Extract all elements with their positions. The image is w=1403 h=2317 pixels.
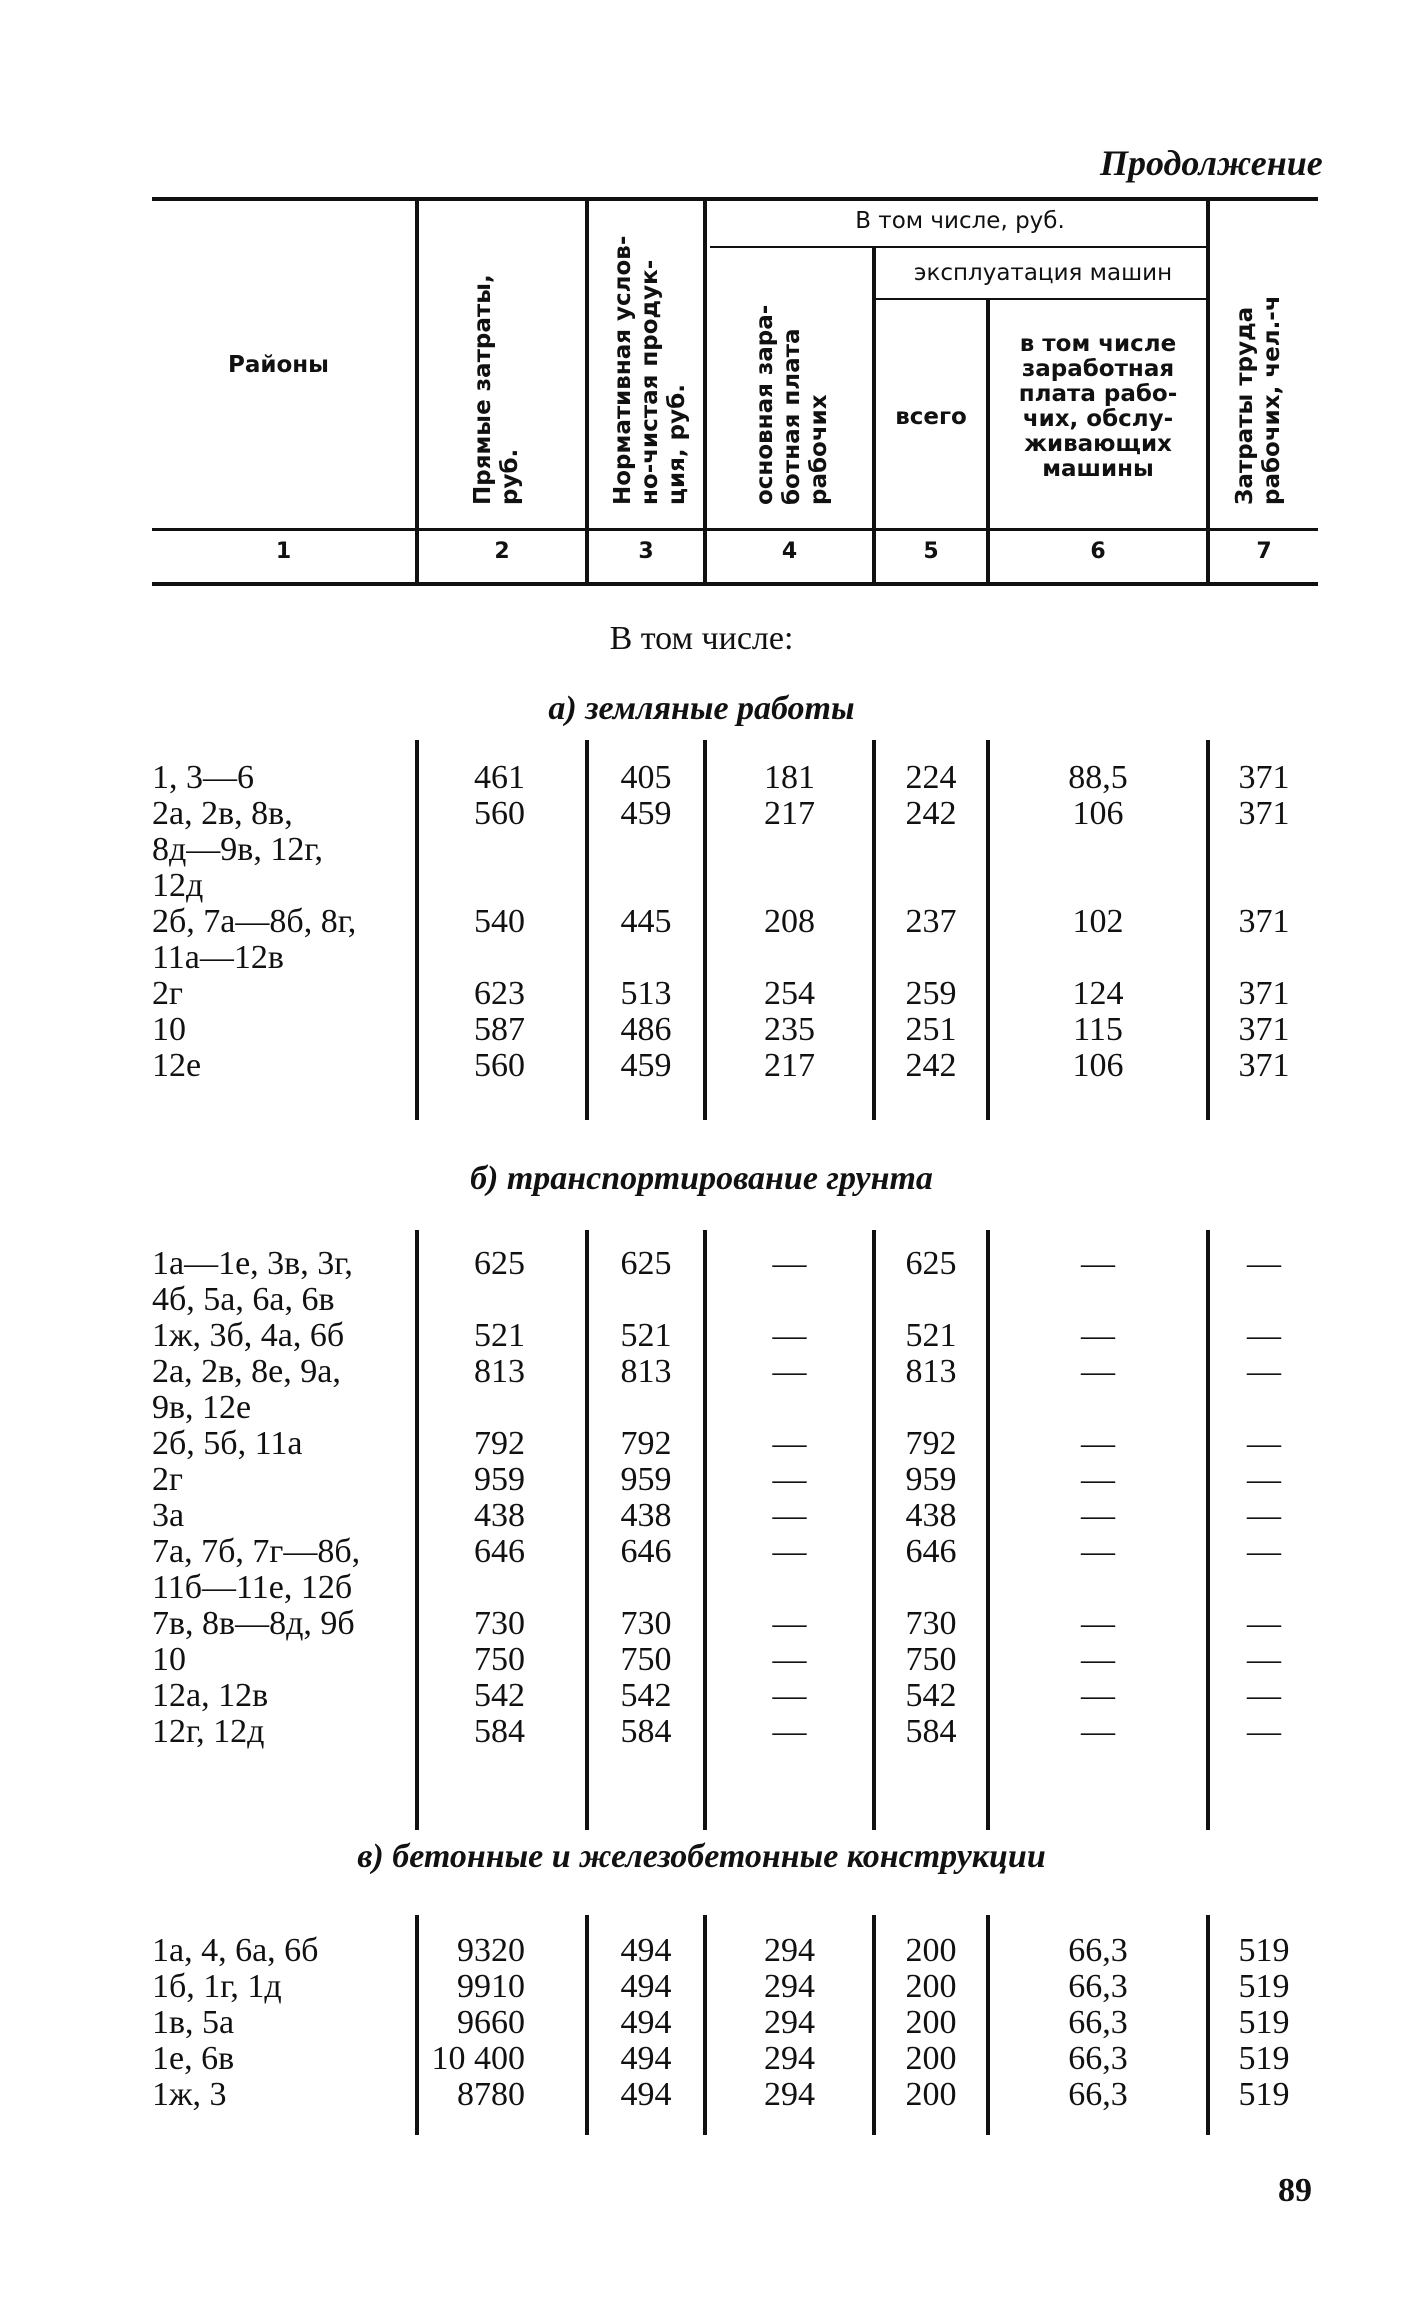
- value-cell-c3: 438: [620, 1497, 672, 1534]
- value-cell-c5: 584: [905, 1713, 957, 1750]
- value-cell-c2: 623: [474, 975, 525, 1012]
- value-cell-c7: 519: [1238, 1932, 1290, 1969]
- value-cell-c7: 371: [1238, 1011, 1290, 1048]
- value-cell-c3: 459: [620, 795, 672, 832]
- value-cell-c5: 200: [905, 1968, 957, 2005]
- value-cell-c5: 959: [905, 1461, 957, 1498]
- value-cell-c2: 560: [474, 795, 525, 832]
- value-cell-c4: —: [772, 1317, 807, 1354]
- value-cell-c3: 730: [620, 1605, 672, 1642]
- value-cell-c5: 730: [905, 1605, 957, 1642]
- value-cell-c3: 646: [620, 1533, 672, 1570]
- value-cell-c5: 200: [905, 1932, 957, 1969]
- district-cell: 7а, 7б, 7г—8б,: [152, 1533, 361, 1570]
- column-numbers-rule: [152, 582, 1318, 586]
- value-cell-c5: 750: [905, 1641, 957, 1678]
- value-cell-c3: 625: [620, 1245, 672, 1282]
- value-cell-c6: 106: [1072, 1047, 1124, 1084]
- col-number-7: 7: [1256, 539, 1272, 564]
- col-number-3: 3: [638, 539, 654, 564]
- value-cell-c2: 959: [474, 1461, 525, 1498]
- machines-rule: [875, 298, 1210, 300]
- value-cell-c3: 584: [620, 1713, 672, 1750]
- district-cell: 9в, 12е: [152, 1389, 252, 1426]
- value-cell-c2: 750: [474, 1641, 525, 1678]
- value-cell-c3: 750: [620, 1641, 672, 1678]
- district-cell: 2а, 2в, 8е, 9а,: [152, 1353, 341, 1390]
- district-cell: 12д: [152, 867, 204, 904]
- district-cell: 3а: [152, 1497, 185, 1534]
- value-cell-c4: 294: [764, 2076, 815, 2113]
- value-cell-c5: 251: [905, 1011, 957, 1048]
- value-cell-c2: 461: [474, 759, 525, 796]
- district-cell: 1в, 5а: [152, 2004, 235, 2041]
- value-cell-c7: 371: [1238, 975, 1290, 1012]
- value-cell-c4: —: [772, 1245, 807, 1282]
- value-cell-c4: —: [772, 1533, 807, 1570]
- value-cell-c6: 124: [1072, 975, 1124, 1012]
- value-cell-c5: 237: [905, 903, 957, 940]
- value-cell-c5: 200: [905, 2076, 957, 2113]
- district-cell: 1ж, 3: [152, 2076, 227, 2113]
- value-cell-c3: 459: [620, 1047, 672, 1084]
- including-label: В том числе:: [609, 620, 794, 657]
- value-cell-c2: 560: [474, 1047, 525, 1084]
- value-cell-c7: 519: [1238, 2040, 1290, 2077]
- value-cell-c7: —: [1247, 1425, 1281, 1462]
- district-cell: 12е: [152, 1047, 202, 1084]
- value-cell-c6: —: [1081, 1353, 1115, 1390]
- value-cell-c7: —: [1247, 1317, 1281, 1354]
- value-cell-c6: —: [1081, 1713, 1115, 1750]
- value-cell-c7: —: [1247, 1353, 1281, 1390]
- value-cell-c5: 646: [905, 1533, 957, 1570]
- header-top-rule: [152, 197, 1318, 201]
- value-cell-c7: —: [1247, 1245, 1281, 1282]
- value-cell-c2: 521: [474, 1317, 525, 1354]
- value-cell-c7: —: [1247, 1605, 1281, 1642]
- value-cell-c6: 88,5: [1068, 759, 1128, 796]
- header-total: всего: [895, 404, 967, 430]
- value-cell-c3: 494: [620, 2004, 672, 2041]
- page-number: 89: [1278, 2172, 1312, 2209]
- col-number-4: 4: [781, 539, 798, 564]
- value-cell-c2: 10 400: [431, 2040, 525, 2077]
- value-cell-c4: —: [772, 1425, 807, 1462]
- district-cell: 11а—12в: [152, 939, 284, 976]
- district-cell: 2а, 2в, 8в,: [152, 795, 293, 832]
- value-cell-c4: —: [772, 1497, 807, 1534]
- col-number-6: 6: [1090, 539, 1106, 564]
- value-cell-c6: —: [1081, 1497, 1115, 1534]
- district-cell: 4б, 5а, 6а, 6в: [152, 1281, 335, 1318]
- value-cell-c7: 519: [1238, 2004, 1290, 2041]
- continuation-label: Продолжение: [1100, 143, 1323, 183]
- district-cell: 12а, 12в: [152, 1677, 269, 1714]
- district-cell: 2б, 5б, 11а: [152, 1425, 303, 1462]
- district-cell: 1е, 6в: [152, 2040, 235, 2077]
- header-vline-3: [703, 197, 707, 582]
- value-cell-c7: 371: [1238, 903, 1290, 940]
- value-cell-c6: 66,3: [1068, 2004, 1128, 2041]
- value-cell-c6: —: [1081, 1425, 1115, 1462]
- value-cell-c5: 813: [905, 1353, 957, 1390]
- value-cell-c3: 494: [620, 2040, 672, 2077]
- value-cell-c7: —: [1247, 1497, 1281, 1534]
- value-cell-c7: —: [1247, 1641, 1281, 1678]
- value-cell-c4: 181: [764, 759, 815, 796]
- value-cell-c3: 959: [620, 1461, 672, 1498]
- value-cell-c3: 521: [620, 1317, 672, 1354]
- district-cell: 2б, 7а—8б, 8г,: [152, 903, 357, 940]
- value-cell-c6: 115: [1073, 1011, 1123, 1048]
- value-cell-c7: 371: [1238, 1047, 1290, 1084]
- value-cell-c6: —: [1081, 1317, 1115, 1354]
- value-cell-c2: 9320: [457, 1932, 525, 1969]
- district-cell: 2г: [152, 1461, 183, 1498]
- district-cell: 2г: [152, 975, 183, 1012]
- value-cell-c5: 521: [905, 1317, 957, 1354]
- value-cell-c3: 792: [620, 1425, 672, 1462]
- value-cell-c5: 224: [905, 759, 957, 796]
- value-cell-c4: 294: [764, 1968, 815, 2005]
- value-cell-c5: 625: [905, 1245, 957, 1282]
- value-cell-c5: 438: [905, 1497, 957, 1534]
- col-number-2: 2: [494, 539, 510, 564]
- district-cell: 11б—11е, 12б: [152, 1569, 353, 1606]
- value-cell-c2: 625: [474, 1245, 525, 1282]
- value-cell-c4: 235: [764, 1011, 815, 1048]
- value-cell-c7: —: [1247, 1677, 1281, 1714]
- value-cell-c2: 9660: [457, 2004, 525, 2041]
- header-vline-1: [415, 197, 419, 582]
- value-cell-c6: —: [1081, 1461, 1115, 1498]
- header-labor: Затраты труда рабочих, чел.-ч: [1232, 295, 1285, 505]
- value-cell-c7: 519: [1238, 2076, 1290, 2113]
- value-cell-c5: 242: [905, 795, 957, 832]
- header-bottom-rule: [152, 528, 1318, 531]
- value-cell-c6: 66,3: [1068, 2076, 1128, 2113]
- value-cell-c4: —: [772, 1641, 807, 1678]
- value-cell-c4: 254: [764, 975, 815, 1012]
- col-number-1: 1: [275, 539, 292, 564]
- value-cell-c5: 242: [905, 1047, 957, 1084]
- value-cell-c6: 66,3: [1068, 1968, 1128, 2005]
- district-cell: 1ж, 3б, 4а, 6б: [152, 1317, 345, 1354]
- value-cell-c4: —: [772, 1677, 807, 1714]
- header-direct-costs: Прямые затраты, руб.: [470, 274, 523, 505]
- value-cell-c4: —: [772, 1605, 807, 1642]
- value-cell-c6: —: [1081, 1533, 1115, 1570]
- value-cell-c4: 294: [764, 2004, 815, 2041]
- value-cell-c3: 445: [620, 903, 672, 940]
- value-cell-c7: 371: [1238, 795, 1290, 832]
- value-cell-c7: —: [1247, 1461, 1281, 1498]
- district-cell: 8д—9в, 12г,: [152, 831, 323, 868]
- district-cell: 1а, 4, 6а, 6б: [152, 1932, 319, 1969]
- value-cell-c4: 217: [764, 795, 815, 832]
- value-cell-c2: 438: [474, 1497, 525, 1534]
- value-cell-c6: 66,3: [1068, 1932, 1128, 1969]
- value-cell-c2: 542: [474, 1677, 525, 1714]
- value-cell-c7: 371: [1238, 759, 1290, 796]
- value-cell-c3: 486: [620, 1011, 672, 1048]
- value-cell-c7: —: [1247, 1533, 1281, 1570]
- value-cell-c5: 200: [905, 2004, 957, 2041]
- value-cell-c3: 494: [620, 2076, 672, 2113]
- value-cell-c5: 259: [905, 975, 957, 1012]
- value-cell-c3: 494: [620, 1932, 672, 1969]
- value-cell-c6: 106: [1072, 795, 1124, 832]
- value-cell-c2: 584: [474, 1713, 525, 1750]
- value-cell-c7: 519: [1238, 1968, 1290, 2005]
- value-cell-c5: 792: [905, 1425, 957, 1462]
- value-cell-c4: 208: [764, 903, 815, 940]
- value-cell-c6: —: [1081, 1605, 1115, 1642]
- value-cell-c2: 8780: [457, 2076, 525, 2113]
- value-cell-c2: 646: [474, 1533, 525, 1570]
- value-cell-c6: —: [1081, 1245, 1115, 1282]
- district-cell: 10: [152, 1641, 186, 1678]
- value-cell-c3: 813: [620, 1353, 672, 1390]
- value-cell-c4: —: [772, 1353, 807, 1390]
- value-cell-c2: 540: [474, 903, 525, 940]
- section-title: б) транспортирование грунта: [470, 1160, 933, 1197]
- value-cell-c6: 66,3: [1068, 2040, 1128, 2077]
- header-machines: эксплуатация машин: [913, 260, 1173, 286]
- district-cell: 1б, 1г, 1д: [152, 1968, 282, 2005]
- district-cell: 7в, 8в—8д, 9б: [152, 1605, 355, 1642]
- header-normative: Нормативная услов- но-чистая продук- ция, руб.: [610, 235, 690, 505]
- header-vline-2: [585, 197, 589, 582]
- value-cell-c5: 542: [905, 1677, 957, 1714]
- section-title: в) бетонные и железобетонные конструкции: [357, 1838, 1046, 1875]
- value-cell-c2: 792: [474, 1425, 525, 1462]
- district-cell: 1а—1е, 3в, 3г,: [152, 1245, 353, 1282]
- value-cell-c3: 513: [620, 975, 672, 1012]
- district-cell: 1, 3—6: [152, 759, 254, 796]
- value-cell-c4: 217: [764, 1047, 815, 1084]
- value-cell-c3: 542: [620, 1677, 672, 1714]
- value-cell-c4: 294: [764, 1932, 815, 1969]
- district-cell: 12г, 12д: [152, 1713, 265, 1750]
- value-cell-c3: 405: [620, 759, 672, 796]
- col-number-5: 5: [923, 539, 939, 564]
- value-cell-c6: —: [1081, 1677, 1115, 1714]
- header-incl-wage: в том числе заработная плата рабо- чих, обслу- живающих машины: [1018, 331, 1178, 482]
- value-cell-c4: —: [772, 1713, 807, 1750]
- header-incl-rub: В том числе, руб.: [855, 208, 1065, 234]
- value-cell-c2: 9910: [457, 1968, 525, 2005]
- incl-rub-rule: [710, 246, 1210, 248]
- value-cell-c4: —: [772, 1461, 807, 1498]
- header-base-wage: основная зара- ботная плата рабочих: [752, 304, 832, 505]
- section-title: а) земляные работы: [548, 690, 855, 727]
- value-cell-c5: 200: [905, 2040, 957, 2077]
- value-cell-c2: 813: [474, 1353, 525, 1390]
- value-cell-c4: 294: [764, 2040, 815, 2077]
- value-cell-c3: 494: [620, 1968, 672, 2005]
- header-districts: Районы: [228, 352, 329, 378]
- value-cell-c6: —: [1081, 1641, 1115, 1678]
- value-cell-c2: 587: [474, 1011, 525, 1048]
- value-cell-c6: 102: [1072, 903, 1124, 940]
- value-cell-c2: 730: [474, 1605, 525, 1642]
- value-cell-c7: —: [1247, 1713, 1281, 1750]
- district-cell: 10: [152, 1011, 186, 1048]
- header-vline-6: [1206, 197, 1210, 582]
